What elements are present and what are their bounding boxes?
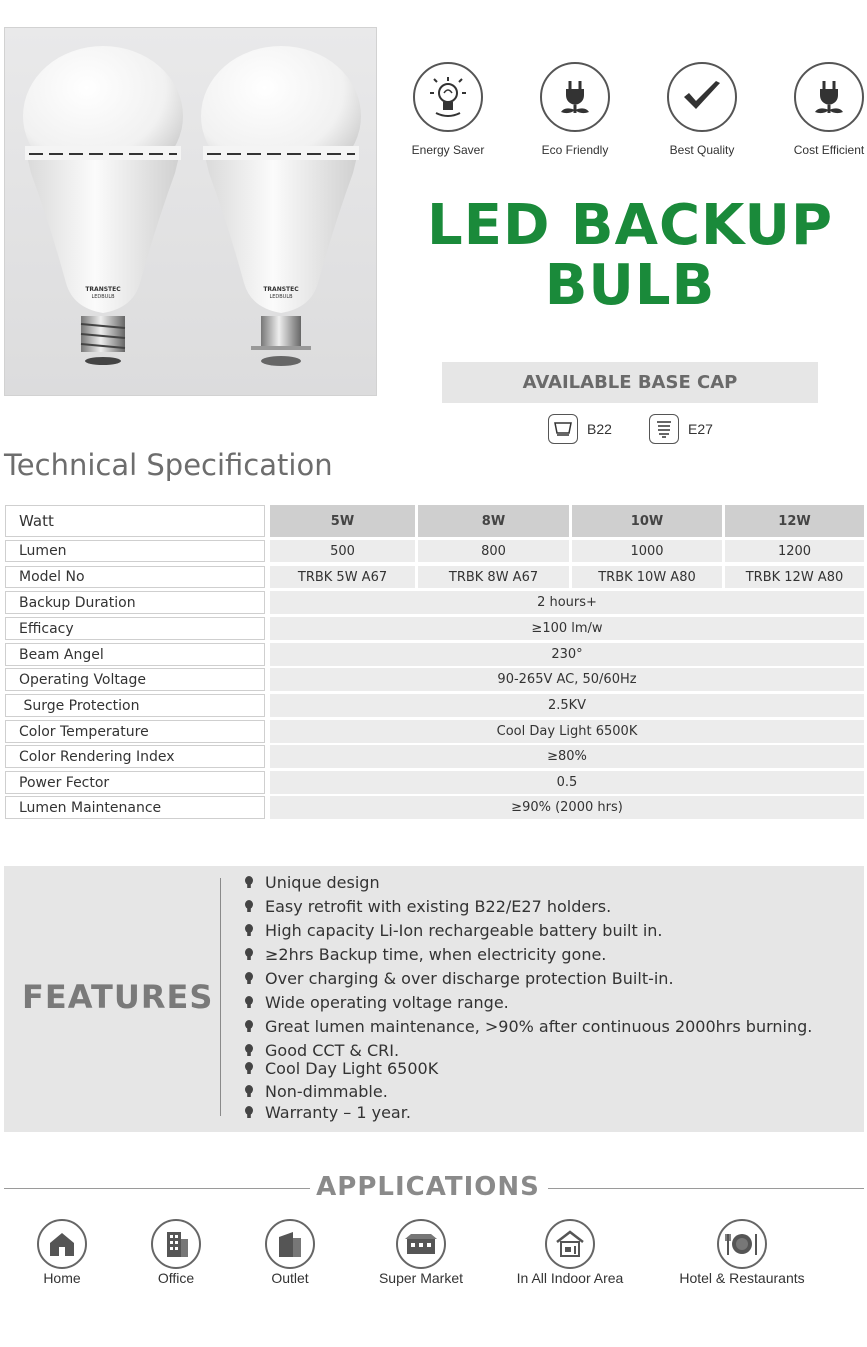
spec-value-surge: 2.5KV — [270, 694, 864, 717]
spec-value-lumen-maint: ≥90% (2000 hrs) — [270, 796, 864, 819]
spec-label-backup: Backup Duration — [5, 591, 265, 614]
feature-item — [244, 1041, 399, 1060]
spec-label-beam: Beam Angel — [5, 643, 265, 666]
spec-value-cri: ≥80% — [270, 745, 864, 768]
feature-text: Non-dimmable. — [265, 1082, 388, 1101]
feature-text: Easy retrofit with existing B22/E27 holders. — [265, 897, 612, 916]
badge-label-best-quality: Best Quality — [669, 143, 735, 157]
model-5w: TRBK 5W A67 — [270, 566, 415, 588]
apps-rule-left — [4, 1188, 310, 1189]
feature-item — [244, 1082, 388, 1101]
spec-label-voltage: Operating Voltage — [5, 668, 265, 691]
title-line-2: BULB — [544, 253, 716, 318]
bulb-bullet-icon — [244, 948, 254, 962]
bulb-bullet-icon — [244, 1106, 254, 1120]
model-8w: TRBK 8W A67 — [418, 566, 569, 588]
spec-label-lumen-maint: Lumen Maintenance — [5, 796, 265, 819]
spec-value-voltage: 90-265V AC, 50/60Hz — [270, 668, 864, 691]
bulb-bullet-icon — [244, 996, 254, 1010]
features-divider — [220, 878, 221, 1116]
office-icon — [151, 1219, 201, 1269]
bulb-bullet-icon — [244, 924, 254, 938]
feature-item — [244, 945, 606, 964]
badge-label-energy-saver: Energy Saver — [411, 143, 485, 157]
spec-label-pf: Power Fector — [5, 771, 265, 794]
feature-item — [244, 873, 380, 892]
feature-text: ≥2hrs Backup time, when electricity gone. — [265, 945, 607, 964]
lumen-5w: 500 — [270, 540, 415, 562]
watt-8w: 8W — [418, 505, 569, 537]
bulb-bullet-icon — [244, 1044, 254, 1058]
product-title — [420, 193, 840, 318]
e27-label: E27 — [688, 421, 713, 437]
lumen-10w: 1000 — [572, 540, 722, 562]
restaurant-icon — [717, 1219, 767, 1269]
eco-plug-icon — [540, 62, 610, 132]
feature-text: Cool Day Light 6500K — [265, 1059, 439, 1078]
badge-label-cost-efficient: Cost Efficient — [793, 143, 865, 157]
applications-heading: APPLICATIONS — [316, 1172, 540, 1202]
lumen-8w: 800 — [418, 540, 569, 562]
lumen-12w: 1200 — [725, 540, 864, 562]
app-label-supermarket: Super Market — [378, 1270, 464, 1286]
badge-label-eco-friendly: Eco Friendly — [541, 143, 609, 157]
spec-label-model: Model No — [5, 566, 265, 588]
spec-label-cct: Color Temperature — [5, 720, 265, 743]
spec-label-cri: Color Rendering Index — [5, 745, 265, 768]
b22-cap-icon — [548, 414, 578, 444]
bulbs-image — [5, 28, 377, 396]
spec-value-efficacy: ≥100 lm/w — [270, 617, 864, 640]
feature-item — [244, 897, 611, 916]
app-label-office: Office — [157, 1270, 195, 1286]
outlet-icon — [265, 1219, 315, 1269]
spec-value-beam: 230° — [270, 643, 864, 666]
bulb-bullet-icon — [244, 876, 254, 890]
spec-label-lumen: Lumen — [5, 540, 265, 562]
feature-item — [244, 1103, 411, 1122]
spec-value-pf: 0.5 — [270, 771, 864, 794]
model-12w: TRBK 12W A80 — [725, 566, 864, 588]
b22-label: B22 — [587, 421, 612, 437]
cost-plug-icon — [794, 62, 864, 132]
app-label-home: Home — [43, 1270, 81, 1286]
spec-value-cct: Cool Day Light 6500K — [270, 720, 864, 743]
feature-text: Wide operating voltage range. — [265, 993, 509, 1012]
bulb-bullet-icon — [244, 1020, 254, 1034]
photo-brand-right: TRANSTEC — [263, 286, 299, 293]
spec-header-label: Watt — [5, 505, 265, 537]
app-label-hotel: Hotel & Restaurants — [679, 1270, 805, 1286]
app-label-outlet: Outlet — [271, 1270, 309, 1286]
feature-text: Great lumen maintenance, >90% after continuous 2000hrs burning. — [265, 1017, 813, 1036]
feature-text: Warranty – 1 year. — [265, 1103, 411, 1122]
watt-12w: 12W — [725, 505, 864, 537]
bulb-bullet-icon — [244, 972, 254, 986]
bulb-bullet-icon — [244, 1062, 254, 1076]
product-photo — [4, 27, 377, 396]
e27-cap-icon — [649, 414, 679, 444]
checkmark-icon — [667, 62, 737, 132]
watt-10w: 10W — [572, 505, 722, 537]
feature-item — [244, 921, 663, 940]
base-cap-heading: AVAILABLE BASE CAP — [442, 362, 818, 403]
feature-text: Over charging & over discharge protection Built-in. — [265, 969, 674, 988]
model-10w: TRBK 10W A80 — [572, 566, 722, 588]
feature-item — [244, 969, 674, 988]
home-icon — [37, 1219, 87, 1269]
feature-item — [244, 993, 509, 1012]
indoor-area-icon — [545, 1219, 595, 1269]
features-heading: FEATURES — [22, 978, 214, 1016]
feature-item — [244, 1059, 438, 1078]
feature-item — [244, 1017, 812, 1036]
bulb-bullet-icon — [244, 1085, 254, 1099]
watt-5w: 5W — [270, 505, 415, 537]
feature-text: Unique design — [265, 873, 380, 892]
photo-brand-left: TRANSTEC — [85, 286, 121, 293]
feature-text: Good CCT & CRI. — [265, 1041, 400, 1060]
feature-text: High capacity Li-Ion rechargeable battery built in. — [265, 921, 663, 940]
photo-model-left: LEDBULB — [91, 294, 115, 300]
app-label-indoor: In All Indoor Area — [516, 1270, 624, 1286]
title-line-1: LED BACKUP — [427, 193, 833, 258]
apps-rule-right — [548, 1188, 864, 1189]
bulb-bullet-icon — [244, 900, 254, 914]
spec-title: Technical Specification — [4, 448, 333, 482]
spec-label-efficacy: Efficacy — [5, 617, 265, 640]
photo-model-right: LEDBULB — [269, 294, 293, 300]
spec-label-surge: Surge Protection — [5, 694, 265, 717]
spec-value-backup: 2 hours+ — [270, 591, 864, 614]
supermarket-icon — [396, 1219, 446, 1269]
energy-saver-icon — [413, 62, 483, 132]
